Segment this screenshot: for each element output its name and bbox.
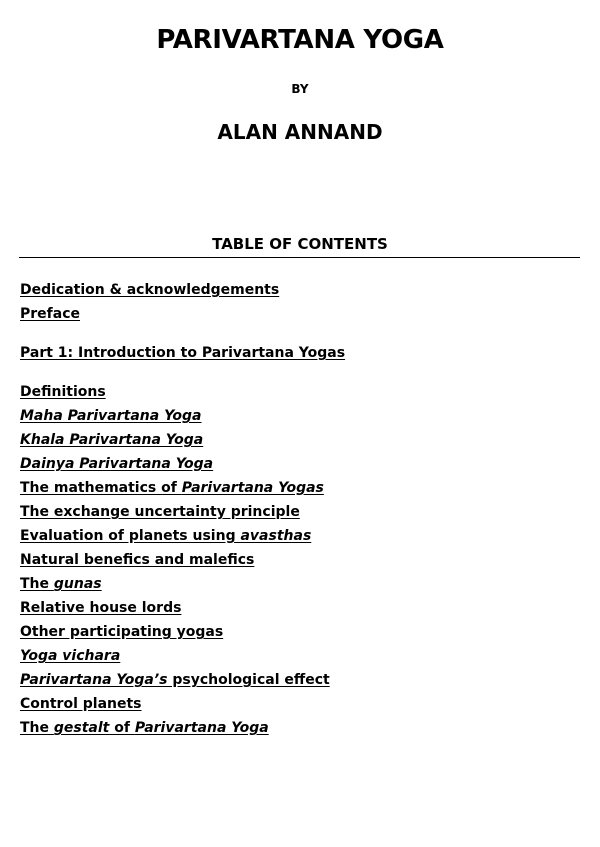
table-of-contents <box>20 278 580 740</box>
toc-link-text: of <box>109 720 135 736</box>
toc-link-text: The exchange uncertainty principle <box>20 504 300 520</box>
toc-link-text: Yoga vichara <box>20 648 121 664</box>
toc-item-yoga-vichara <box>20 644 580 668</box>
toc-item-dedication <box>20 278 580 302</box>
toc-link-text: Dainya Parivartana Yoga <box>20 456 214 472</box>
toc-link-text: Parivartana Yogas <box>181 480 324 496</box>
toc-item-avasthas <box>20 524 580 548</box>
toc-link-text: Evaluation of planets using <box>20 528 241 544</box>
toc-link-text: Definitions <box>20 384 106 400</box>
toc-item-mathematics <box>20 476 580 500</box>
toc-link-text: psychological effect <box>167 672 330 688</box>
toc-link[interactable] <box>20 552 254 568</box>
toc-link[interactable] <box>20 576 102 592</box>
toc-link-text: Natural benefics and malefics <box>20 552 255 568</box>
toc-item-benefics <box>20 548 580 572</box>
toc-link[interactable] <box>20 408 202 424</box>
toc-item-preface <box>20 302 580 326</box>
toc-link[interactable] <box>20 672 330 688</box>
toc-divider <box>19 257 580 258</box>
document-title: PARIVARTANA YOGA <box>156 25 444 55</box>
toc-item-psychological-effect <box>20 668 580 692</box>
toc-link[interactable] <box>20 282 279 298</box>
toc-item-uncertainty <box>20 500 580 524</box>
toc-link-text: Parivartana Yoga’s <box>20 672 168 688</box>
toc-link-text: The <box>20 576 54 592</box>
by-label: BY <box>291 82 309 96</box>
toc-item-maha <box>20 404 580 428</box>
toc-link-text: Other participating yogas <box>20 624 224 640</box>
toc-item-house-lords <box>20 596 580 620</box>
toc-link[interactable] <box>20 384 106 400</box>
toc-link-text: The mathematics of <box>20 480 182 496</box>
author-name: ALAN ANNAND <box>217 120 383 144</box>
toc-item-khala <box>20 428 580 452</box>
toc-link[interactable] <box>20 528 311 544</box>
toc-link-text: Relative house lords <box>20 600 182 616</box>
toc-item-control-planets <box>20 692 580 716</box>
toc-link-text: Preface <box>20 306 80 322</box>
toc-link-text: Maha Parivartana Yoga <box>20 408 202 424</box>
toc-item-gunas <box>20 572 580 596</box>
toc-link-text: Control planets <box>20 696 142 712</box>
toc-item-part-1 <box>20 341 580 365</box>
toc-link[interactable] <box>20 456 213 472</box>
toc-item-definitions <box>20 380 580 404</box>
toc-link-text: Parivartana Yoga <box>134 720 269 736</box>
toc-link[interactable] <box>20 345 345 361</box>
toc-link[interactable] <box>20 306 80 322</box>
toc-link-text: Khala Parivartana Yoga <box>20 432 204 448</box>
toc-link[interactable] <box>20 480 324 496</box>
toc-link[interactable] <box>20 504 300 520</box>
toc-item-gestalt <box>20 716 580 740</box>
toc-link-text: gestalt <box>53 720 110 736</box>
toc-heading: TABLE OF CONTENTS <box>212 235 388 253</box>
toc-link[interactable] <box>20 720 269 736</box>
toc-link[interactable] <box>20 624 223 640</box>
toc-link-text: avasthas <box>240 528 312 544</box>
toc-link[interactable] <box>20 600 181 616</box>
toc-link-text: Part 1: Introduction to Parivartana Yogas <box>20 345 346 361</box>
toc-link[interactable] <box>20 432 203 448</box>
toc-link-text: The <box>20 720 54 736</box>
toc-link[interactable] <box>20 648 120 664</box>
toc-link-text: gunas <box>53 576 102 592</box>
toc-item-dainya <box>20 452 580 476</box>
toc-item-other-yogas <box>20 620 580 644</box>
toc-link[interactable] <box>20 696 142 712</box>
toc-link-text: Dedication & acknowledgements <box>20 282 280 298</box>
